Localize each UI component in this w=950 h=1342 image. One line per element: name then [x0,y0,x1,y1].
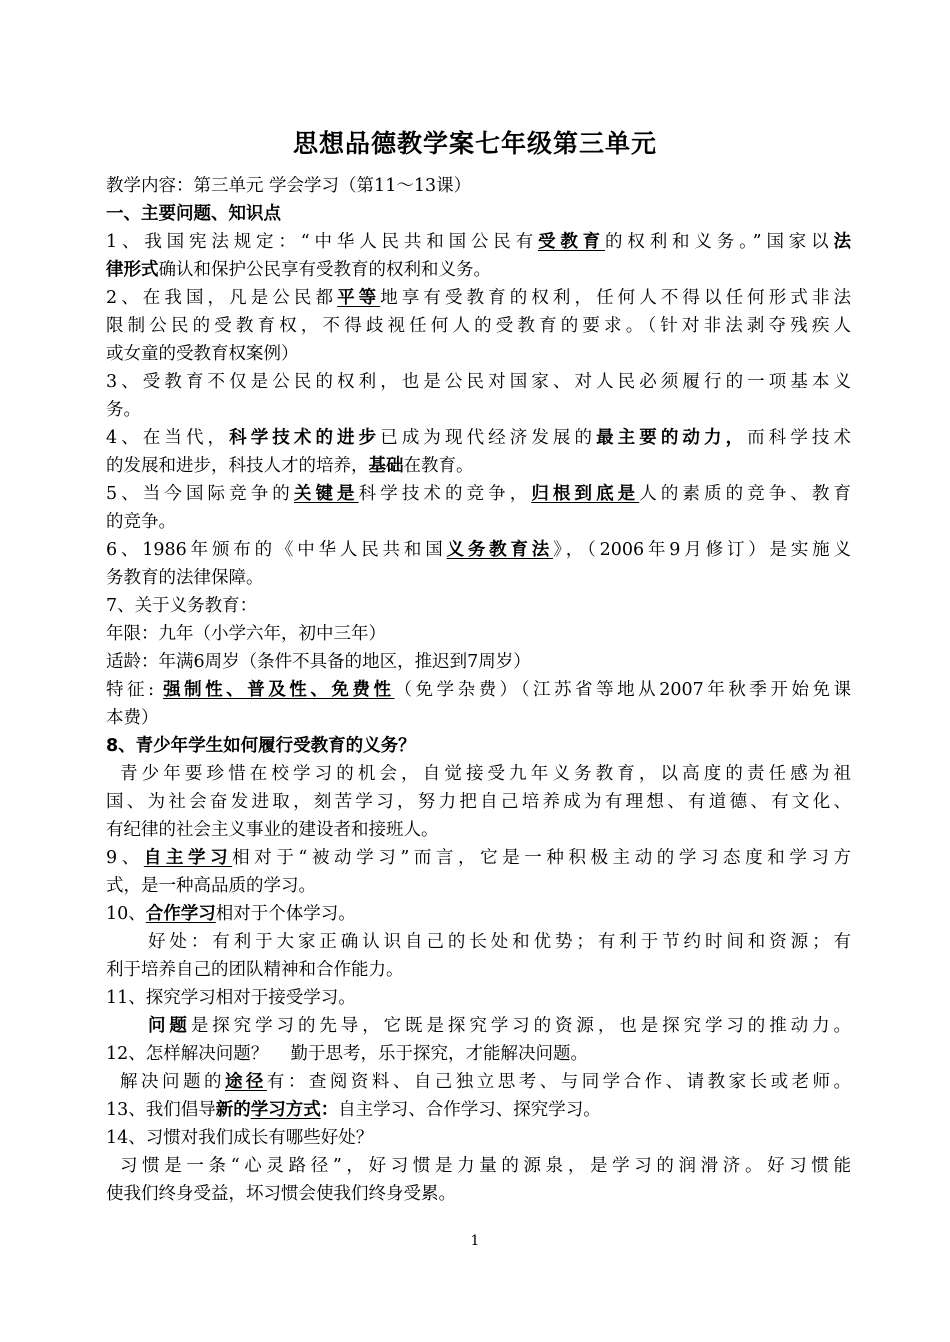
item-7-heading: 7、关于义务教育： [106,596,258,616]
item-2-line-1: 2、在我国，凡是公民都平等地享有受教育的权利，任何人不得以任何形式非法 [106,288,851,308]
item-3-line-1: 3、受教育不仅是公民的权利，也是公民对国家、对人民必须履行的一项基本义 [106,372,851,392]
item-8-heading: 8、青少年学生如何履行受教育的义务？ [106,736,416,756]
item-5-line-2: 的竞争。 [106,512,176,532]
item-3-line-2: 务。 [106,400,141,420]
item-7-feature-line-1: 特征: 强制性、普及性、免费性（免学杂费）（江苏省等地从2007年秋季开始免课 [106,680,851,700]
item-7-age: 适龄：年满6周岁（条件不具备的地区，推迟到7周岁） [106,652,531,672]
item-8-line-2: 国、为社会奋发进取，刻苦学习，努力把自己培养成为有理想、有道德、有文化、 [106,792,851,812]
item-7-years: 年限：九年（小学六年，初中三年） [106,624,386,644]
page-title: 思想品德教学案七年级第三单元 [292,129,657,158]
item-14-heading: 14、习惯对我们成长有哪些好处？ [106,1128,374,1148]
item-7-feature-line-2: 本费） [106,708,159,728]
item-10-benefit-line-1: 好处：有利于大家正确认识自己的长处和优势；有利于节约时间和资源；有 [148,932,851,952]
item-2-line-2: 限制公民的受教育权，不得歧视任何人的受教育的要求。（针对非法剥夺残疾人 [106,316,851,336]
item-13-line: 13、我们倡导新的学习方式：自主学习、合作学习、探究学习。 [106,1100,601,1120]
teaching-content-line: 教学内容：第三单元 学会学习（第11～13课） [106,176,472,196]
item-2-line-3: 或女童的受教育权案例） [106,344,299,364]
item-8-line-3: 有纪律的社会主义事业的建设者和接班人。 [106,820,439,840]
item-6-line-1: 6、1986年颁布的《中华人民共和国义务教育法》，（2006年9月修订）是实施义 [106,540,851,560]
item-5-line-1: 5、当今国际竞争的关键是科学技术的竞争，归根到底是人的素质的竞争、教育 [106,484,851,504]
item-14-line-2: 使我们终身受益，坏习惯会使我们终身受累。 [106,1184,456,1204]
item-1-line-2: 律形式确认和保护公民享有受教育的权利和义务。 [106,260,491,280]
item-12-line-2: 解决问题的途径有：查阅资料、自己独立思考、与同学合作、请教家长或老师。 [120,1072,851,1092]
item-14-line-1: 习惯是一条“心灵路径”，好习惯是力量的源泉，是学习的润滑济。好习惯能 [120,1156,851,1176]
section-heading: 一、主要问题、知识点 [106,204,281,224]
item-4-line-2: 的发展和进步，科技人才的培养，基础在教育。 [106,456,474,476]
item-8-line-1: 青少年要珍惜在校学习的机会，自觉接受九年义务教育，以高度的责任感为祖 [120,764,851,784]
item-11-heading: 11、探究学习相对于接受学习。 [106,988,356,1008]
item-9-line-2: 式，是一种高品质的学习。 [106,876,316,896]
item-11-line-2: 问题是探究学习的先导，它既是探究学习的资源，也是探究学习的推动力。 [148,1016,851,1036]
item-1-line-1: 1、我国宪法规定：“中华人民共和国公民有受教育的权利和义务。”国家以法 [106,232,851,252]
item-10-line-1: 10、合作学习相对于个体学习。 [106,904,356,924]
item-10-benefit-line-2: 利于培养自己的团队精神和合作能力。 [106,960,404,980]
item-4-line-1: 4、在当代，科学技术的进步已成为现代经济发展的最主要的动力，而科学技术 [106,428,851,448]
item-6-line-2: 务教育的法律保障。 [106,568,264,588]
page-number: 1 [470,1233,480,1249]
item-12-heading: 12、怎样解决问题？ 勤于思考，乐于探究，才能解决问题。 [106,1044,589,1064]
item-9-line-1: 9、自主学习相对于“被动学习”而言，它是一种积极主动的学习态度和学习方 [106,848,851,868]
